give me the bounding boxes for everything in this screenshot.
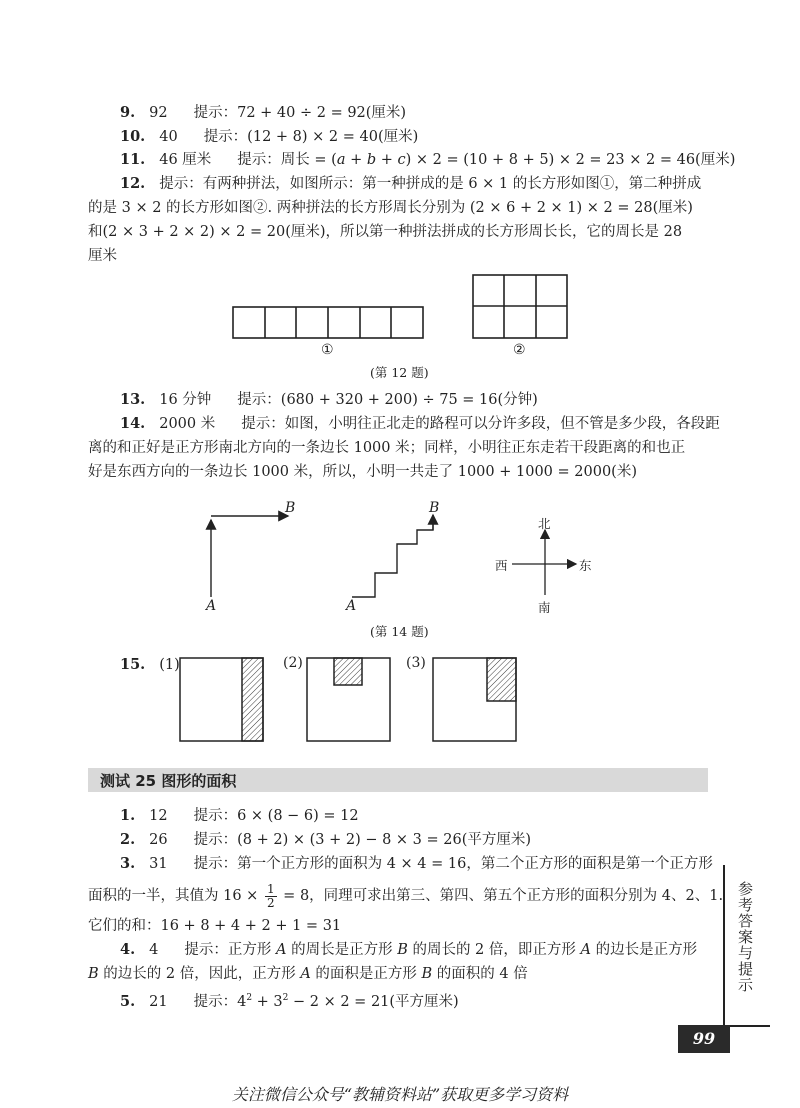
t25-problem-1 [120, 806, 359, 826]
point-a-label-2: A [346, 598, 357, 614]
figure-label-1: ① [321, 342, 334, 358]
problem-number: 4. [120, 941, 136, 958]
answer: 21 [149, 993, 168, 1010]
square-2 [307, 658, 390, 741]
sidebar-text: 参考答案与提示 [736, 881, 754, 993]
answer: 12 [149, 808, 168, 824]
answer: 4 [149, 942, 159, 958]
hint: 提示：(8 + 2) × (3 + 2) − 8 × 3 = 26(平方厘米) [193, 832, 532, 848]
compass-south: 南 [538, 600, 551, 615]
compass-north: 北 [538, 516, 551, 531]
figure-caption-12: (第 12 题) [370, 365, 429, 380]
hint: 提示：(12 + 8) × 2 = 40(厘米) [203, 129, 419, 145]
answer: 92 [149, 105, 168, 121]
problem-12-line2: 的是 3 × 2 的长方形如图②. 两种拼法的长方形周长分别为 (2 × 6 + 2 × 1) × 2 = 28(厘米) [88, 200, 693, 216]
answer: 16 分钟 [159, 392, 212, 408]
point-a-label: A [206, 598, 217, 614]
answer: 31 [149, 856, 168, 872]
t25-problem-4-line1: 4. 4 提示：正方形 A 的周长是正方形 B 的周长的 2 倍，即正方形 A 的边长是正方形 [120, 941, 698, 958]
answer: 40 [159, 129, 178, 145]
section-title: 测试 25 图形的面积 [100, 772, 237, 790]
square-1 [180, 658, 263, 741]
hint: 提示：72 + 40 ÷ 2 = 92(厘米) [193, 105, 407, 121]
problem-number: 15. [120, 656, 146, 673]
compass-west: 西 [495, 558, 508, 573]
hint: 提示：周长 = (a + b + c) × 2 = (10 + 8 + 5) × 2 = 23 × 2 = 46(厘米) [237, 152, 736, 168]
problem-14-line2: 离的和正好是正方形南北方向的一条边长 1000 米；同样，小明往正东走若干段距离的和也正 [88, 440, 686, 456]
sub-label-2: (2) [283, 655, 303, 671]
hint: 提示：$4^2 + 3^2 - 2 \times 2 = 21$(平方厘米) [193, 993, 459, 1010]
problem-12-line3: 和(2 × 3 + 2 × 2) × 2 = 20(厘米)，所以第一种拼法拼成的长方形周长长，它的周长是 28 [88, 224, 683, 240]
sub-label-3: (3) [406, 655, 426, 671]
t25-problem-3-line3: 它们的和：16 + 8 + 4 + 2 + 1 = 31 [88, 918, 342, 934]
sidebar-tab [723, 865, 771, 1025]
problem-number: 10. [120, 128, 146, 145]
problem-number: 5. [120, 992, 136, 1010]
hint: 提示：(680 + 320 + 200) ÷ 75 = 16(分钟) [237, 392, 538, 408]
page-number: 99 [678, 1025, 730, 1053]
t25-problem-3-line2: 面积的一半，其值为 16 × $\frac{1}{2}$ = 8，同理可求出第三、第四、第五个正方形的面积分别为 4、2、1. [88, 881, 724, 910]
answer: 46 厘米 [159, 152, 212, 168]
problem-number: 14. [120, 415, 146, 432]
problem-12-line4: 厘米 [88, 248, 117, 264]
point-b-label: B [285, 500, 296, 516]
problem-12-line1: 12. 提示：有两种拼法，如图所示：第一种拼成的是 6 × 1 的长方形如图①，第二种拼成 [120, 175, 702, 192]
problem-number: 3. [120, 855, 136, 872]
problem-14-line3: 好是东西方向的一条边长 1000 米，所以，小明一共走了 1000 + 1000 = 2000(米) [88, 464, 637, 480]
problem-14-line1: 14. 2000 米 提示：如图，小明往正北走的路程可以分许多段，但不管是多少段，各段距 [120, 415, 720, 432]
hint: 提示：6 × (8 − 6) = 12 [193, 808, 359, 824]
problem-number: 12. [120, 175, 146, 192]
answer: 26 [149, 832, 168, 848]
fraction: $\frac{1}{2}$ [266, 881, 275, 910]
sub-label-1: (1) [159, 657, 180, 673]
problem-number: 9. [120, 104, 136, 121]
problem-number: 13. [120, 391, 146, 408]
problem-number: 2. [120, 831, 136, 848]
problem-number: 11. [120, 151, 146, 168]
answer: 2000 米 [159, 416, 216, 432]
point-b-label-2: B [429, 500, 440, 516]
square-3 [433, 658, 516, 741]
figure-label-2: ② [513, 342, 526, 358]
t25-problem-5 [120, 988, 459, 1012]
t25-problem-2 [120, 830, 531, 850]
footer-note: 关注微信公众号“教辅资料站”获取更多学习资料 [231, 1085, 569, 1104]
problem-number: 1. [120, 807, 136, 824]
compass-east: 东 [579, 558, 592, 573]
section-header [88, 768, 708, 792]
t25-problem-4-line2: B 的边长的 2 倍，因此，正方形 A 的面积是正方形 B 的面积的 4 倍 [88, 966, 528, 982]
t25-problem-3-line1: 3. 31 提示：第一个正方形的面积为 4 × 4 = 16，第二个正方形的面积是第一个正方形 [120, 855, 713, 872]
figure-caption-14: (第 14 题) [370, 624, 429, 639]
